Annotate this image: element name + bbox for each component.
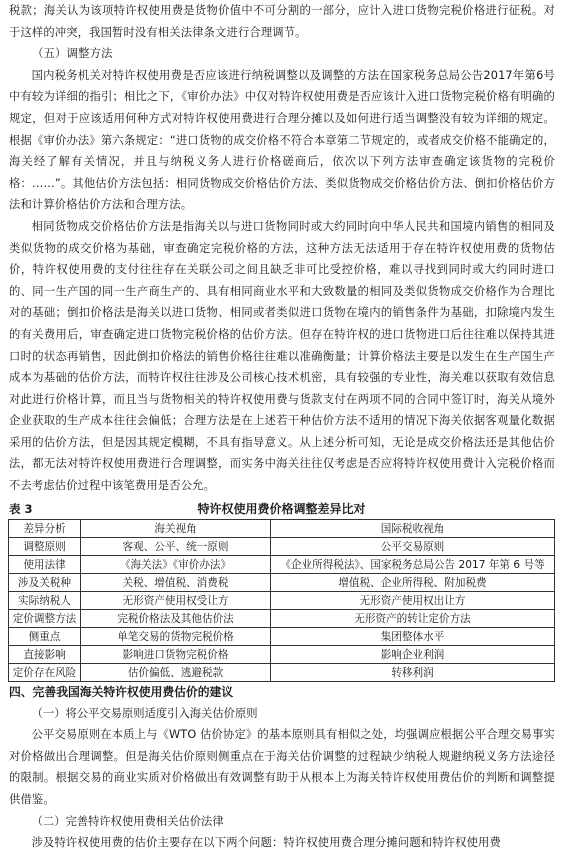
table-row — [9, 609, 555, 627]
table-header-cell: 国际税收视角 — [271, 519, 555, 537]
table-number: 表 3 — [9, 501, 33, 516]
paragraph-2: 相同货物成交价格估价方法是指海关以与进口货物同时或大约同时向中华人民共和国境内销售的相同及类似货物的成交价格为基础，审查确定完税价格的方法，这种方法无法适用于存在特许权使用费的货物估价，特许权使用费的支付往往存在关联公司之间且缺乏非可比受控价格，难以寻找到同时或大约同时进口的、同一生产国的同一生产商生产的、具有相同商业水平和大致数量的相同及类似货物成交价格作为合理比对的基础；倒扣价格法是海关以进口货物、相同或者类似进口货物在境内的销售条件为基础，扣除境内发生的有关费用后，审查确定进口货物完税价格的估价方法。但存在特许权的进口货物进口后往往难以保持其进口时的状态再销售，因此倒扣价格法的销售价格往往难以准确衡量；计算价格法主要是以发生在生产国生产成本为基础的估价方法，而特许权往往涉及公司核心技术机密，具有较强的专业性，海关难以获取有效信息对此进行价格计算，而且当与货物相关的特许权使用费与货款支付在两项不同的合同中签订时，海关从境外企业获取的生产成本往往会偏低；合理方法是在上述若干种估价方法不适用的情况下海关依据客观量化数据采用的估价方法，但是因其规定模糊，不具有指导意义。从上述分析可知，无论是成交价格法还是其他估价法，都无法对特许权使用费进行合理调整，而实务中海关往往仅考虑是否应将特许权使用费计入完税价格而不去考虑估价过程中该笔费用是否公允。 — [9, 219, 555, 493]
table-cell: 定价存在风险 — [9, 663, 81, 681]
table-cell: 公平交易原则 — [271, 537, 555, 555]
table-cell: 《企业所得税法》、国家税务总局公告 2017 年第 6 号等 — [271, 555, 555, 573]
table-cell: 涉及关税种 — [9, 573, 81, 591]
table-cell: 无形资产使用权出让方 — [271, 591, 555, 609]
table-cell: 影响进口货物完税价格 — [81, 645, 271, 663]
table-cell: 集团整体水平 — [271, 627, 555, 645]
table-cell: 定价调整方法 — [9, 609, 81, 627]
table-row — [9, 555, 555, 573]
table-cell: 转移利润 — [271, 663, 555, 681]
table-cell: 实际纳税人 — [9, 591, 81, 609]
table-cell: 无形资产使用权受让方 — [81, 591, 271, 609]
table-row — [9, 537, 555, 555]
table-caption — [0, 499, 563, 519]
table-row — [9, 645, 555, 663]
subsection-2-heading: （二）完善特许权使用费相关估价法律 — [31, 814, 224, 828]
table-cell: 直接影响 — [9, 645, 81, 663]
table-cell: 《海关法》《审价办法》 — [81, 555, 271, 573]
table-cell: 估价偏低、逃避税款 — [81, 663, 271, 681]
table-header-cell: 海关视角 — [81, 519, 271, 537]
subsection-1-heading: （一）将公平交易原则适度引入海关估价原则 — [31, 706, 258, 720]
table-cell: 无形资产的转让定价方法 — [271, 609, 555, 627]
table-cell: 增值税、企业所得税、附加税费 — [271, 573, 555, 591]
paragraph-3: 公平交易原则在本质上与《WTO 估价协定》的基本原则具有相似之处，均强调应根据公平合理交易事实对价格做出合理调整。但是海关估价原则侧重点在于海关估价调整的过程缺少纳税人规避纳税义务方法途径的限制。根据交易的商业实质对价格做出有效调整有助于从根本上为海关特许权使用费估价的判断和调整提供借鉴。 — [9, 728, 555, 807]
table-row — [9, 663, 555, 681]
table-row — [9, 573, 555, 591]
table-cell: 完税价格法及其他估价法 — [81, 609, 271, 627]
paragraph-1: 国内税务机关对特许权使用费是否应该进行纳税调整以及调整的方法在国家税务总局公告2017年第6号中有较为详细的指引；相比之下，《审价办法》中仅对特许权使用费是否应该计入进口货物完税价格有明确的规定，但对于应该适用何种方式对特许权使用费进行合理分摊以及如何进行适当调整没有较为详细的规定。根据《审价办法》第六条规定：“进口货物的成交价格不符合本章第二节规定的，或者成交价格不能确定的，海关经了解有关情况，并且与纳税义务人进行价格磋商后，依次以下列方法审查确定该货物的完税价格：……”。其他估价方法包括：相同货物成交价格估价方法、类似货物成交价格估价方法、倒扣价格估价方法和计算价格估价方法和合理方法。 — [9, 68, 555, 212]
table-header-row — [9, 519, 555, 537]
table-cell: 单笔交易的货物完税价格 — [81, 627, 271, 645]
section-4-heading: 四、完善我国海关特许权使用费估价的建议 — [9, 684, 234, 699]
table-row — [9, 627, 555, 645]
table-cell: 调整原则 — [9, 537, 81, 555]
table-header-cell: 差异分析 — [9, 519, 81, 537]
table-row — [9, 591, 555, 609]
table-cell: 关税、增值税、消费税 — [81, 573, 271, 591]
table-cell: 使用法律 — [9, 555, 81, 573]
table-cell: 客观、公平、统一原则 — [81, 537, 271, 555]
table-cell: 侧重点 — [9, 627, 81, 645]
section-5-heading: （五）调整方法 — [32, 46, 113, 61]
comparison-table — [8, 519, 555, 682]
table-cell: 影响企业利润 — [271, 645, 555, 663]
paragraph-4: 涉及特许权使用费的估价主要存在以下两个问题：特许权使用费合理分摊问题和特许权使用费 — [31, 836, 501, 850]
top-paragraph: 税款；海关认为该项特许权使用费是货物价值中不可分割的一部分，应计入进口货物完税价格进行征税。对于这样的冲突，我国暂时没有相关法律条文进行合理调节。 — [9, 4, 555, 39]
table-title: 特许权使用费价格调整差异比对 — [197, 502, 366, 517]
